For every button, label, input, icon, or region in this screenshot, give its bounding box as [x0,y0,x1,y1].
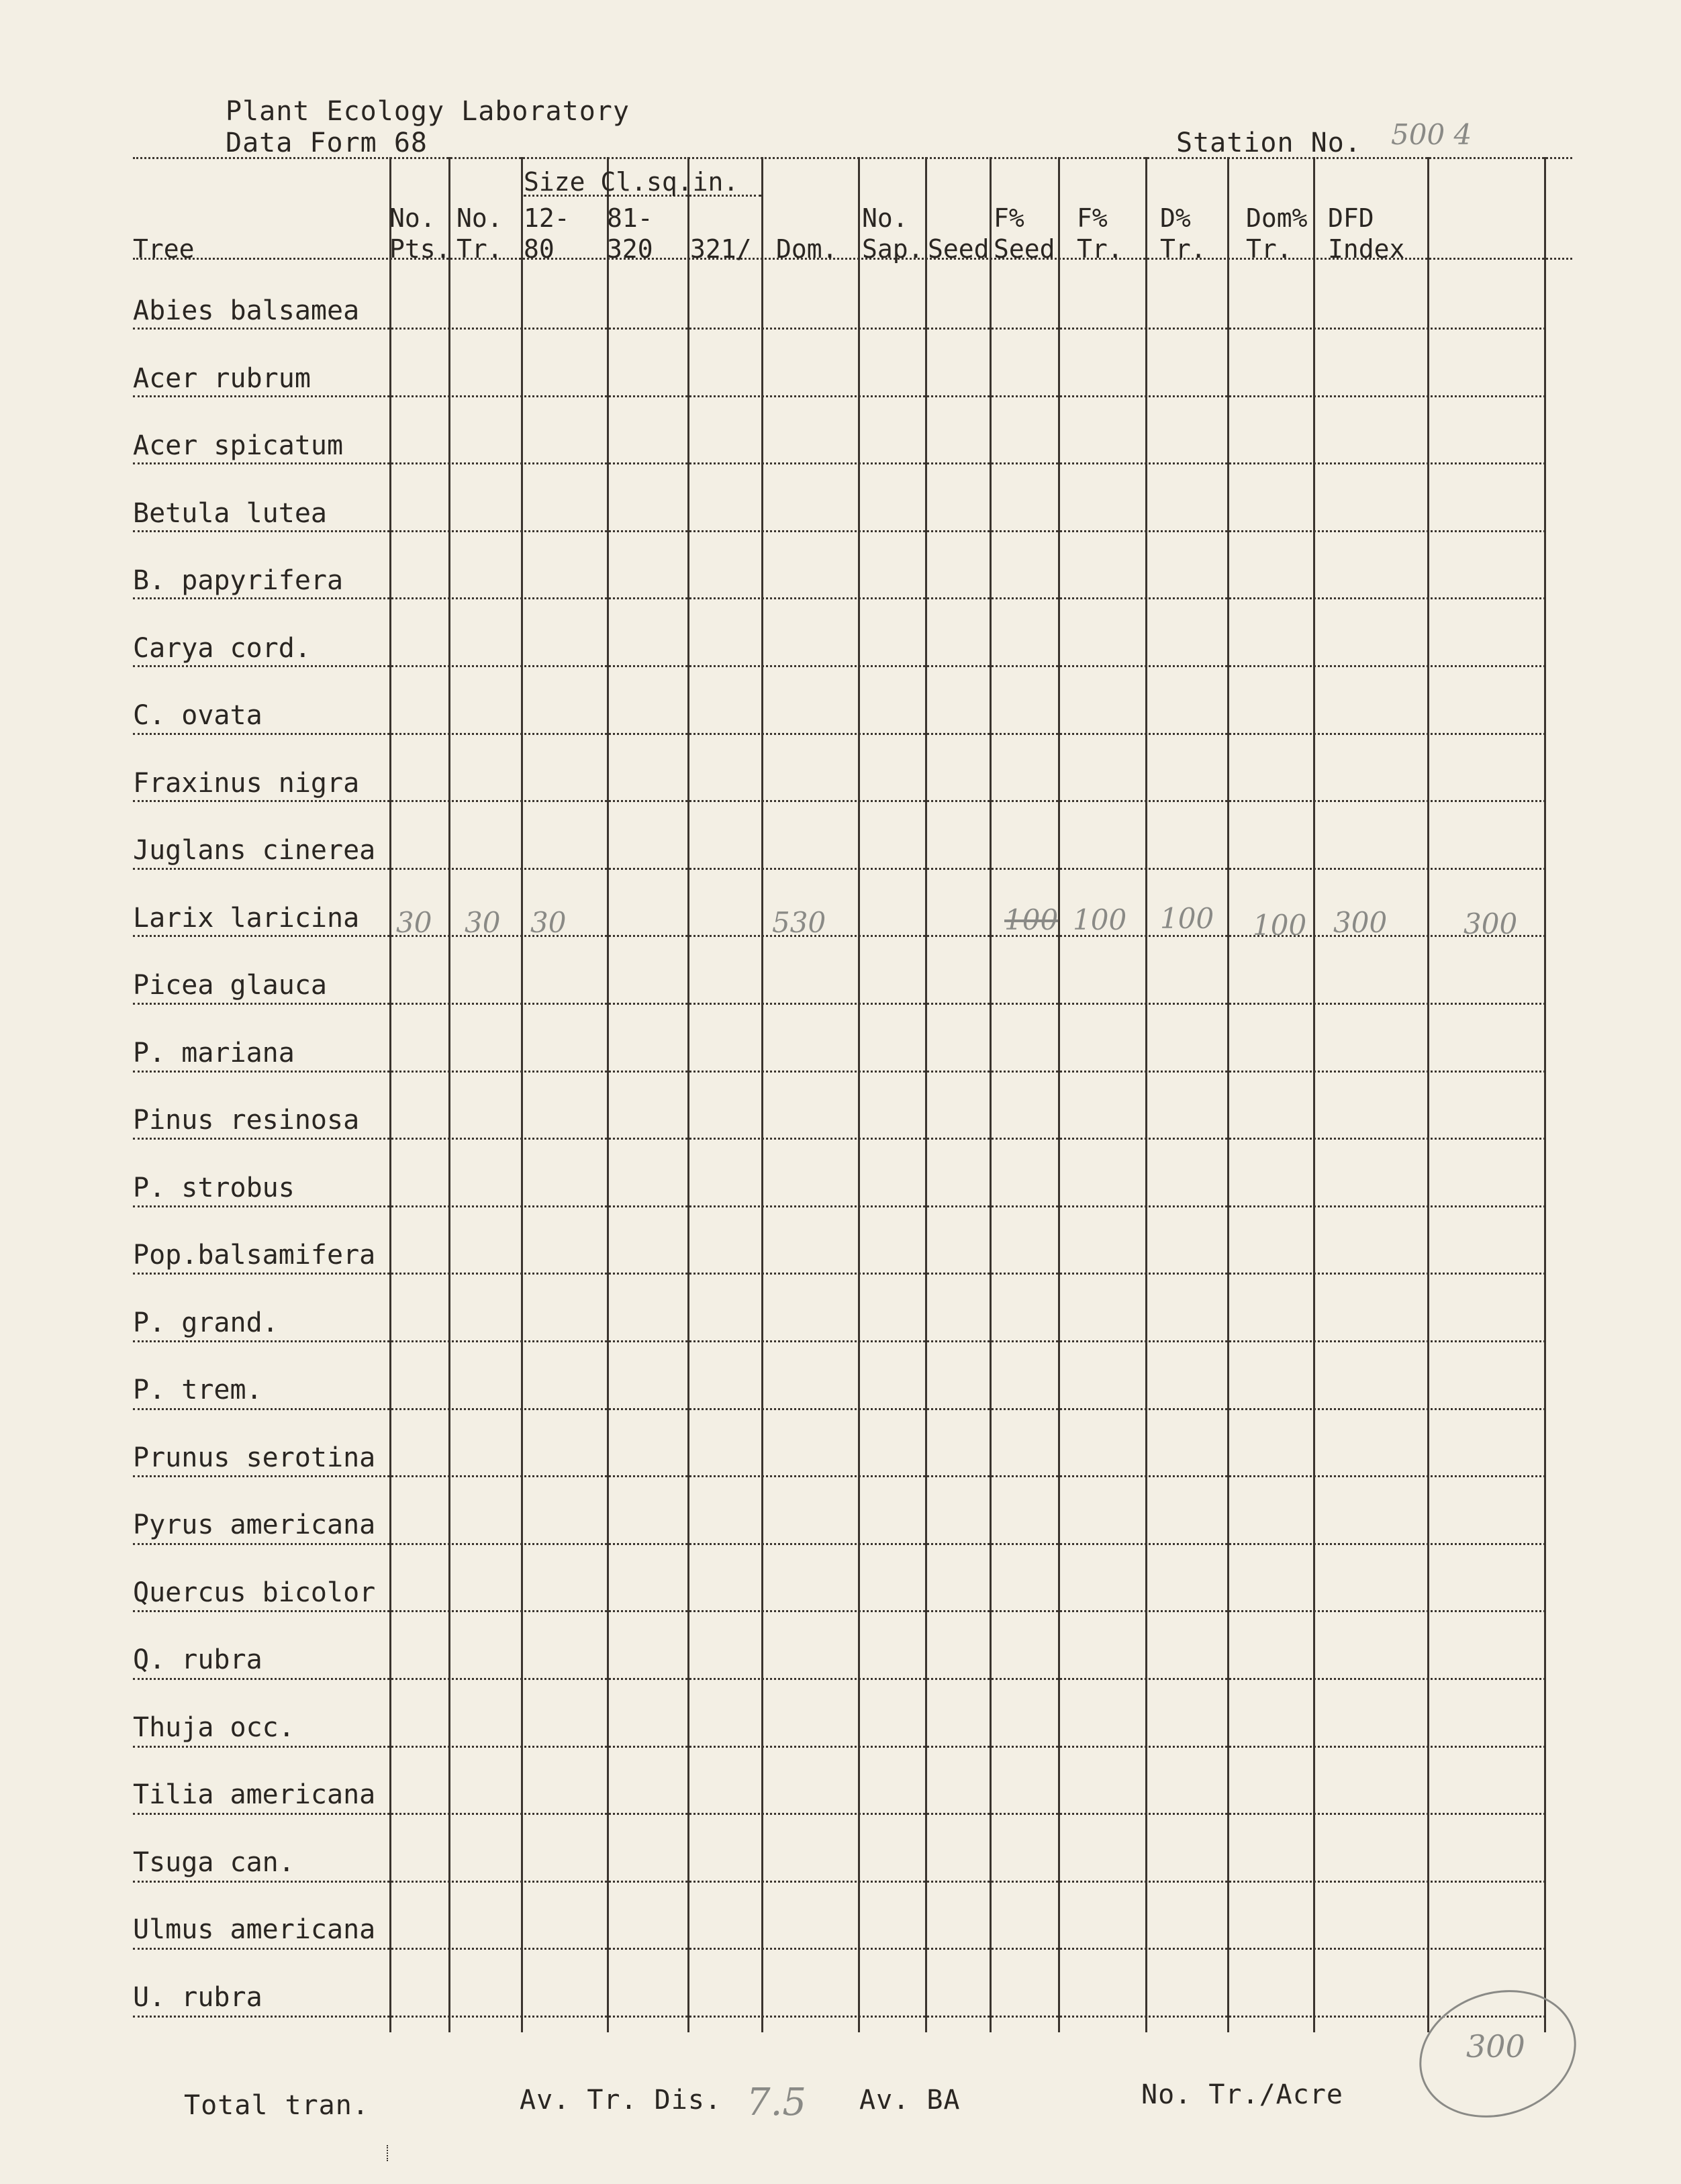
no-tr-acre-label: No. Tr./Acre [1141,2079,1343,2110]
row-rule [133,530,1545,532]
row-rule [133,1678,1545,1680]
row-rule [133,1205,1545,1207]
col-size-a-1: 12- [524,203,570,233]
larix-dfd: 300 [1333,906,1388,939]
species-label: Tilia americana [133,1779,376,1810]
column-rule [858,157,860,2032]
row-rule [133,597,1545,599]
row-rule [133,1408,1545,1410]
species-label: C. ovata [133,700,262,731]
av-tr-dis-value: 7.5 [747,2081,807,2124]
col-no-tr-1: No. [457,203,503,233]
col-f-seed-2: Seed [994,234,1055,264]
col-f-tr-2: Tr. [1077,234,1123,264]
col-f-tr-1: F% [1077,203,1108,233]
col-no-pts-1: No. [389,203,436,233]
species-label: Larix laricina [133,903,360,934]
row-rule [133,1340,1545,1342]
col-size-b-1: 81- [607,203,653,233]
species-label: Abies balsamea [133,295,360,326]
station-value: 500 4 [1391,118,1472,151]
species-label: Juglans cinerea [133,835,376,866]
column-rule [687,157,689,2032]
row-rule [133,1273,1545,1275]
larix-d-tr: 100 [1160,902,1214,935]
column-rule [990,157,992,2032]
row-rule [133,868,1545,870]
larix-f-seed: 100 [1004,903,1059,936]
species-label: Ulmus americana [133,1914,376,1945]
row-rule [133,1475,1545,1477]
larix-size-a: 30 [530,906,567,939]
row-rule [133,800,1545,802]
species-label: P. grand. [133,1307,279,1338]
column-rule [925,157,927,2032]
species-label: Pyrus americana [133,1509,376,1540]
station-label: Station No. [1176,128,1361,158]
av-tr-dis-label: Av. Tr. Dis. [520,2085,722,2116]
species-label: Q. rubra [133,1644,262,1675]
species-label: Betula lutea [133,498,327,529]
larix-no-pts: 30 [396,906,432,939]
col-size-c: 321/ [690,234,752,264]
column-rule [1227,157,1229,2032]
column-rule [1427,258,1429,2032]
col-seed: Seed [928,234,990,264]
species-label: Tsuga can. [133,1847,295,1878]
col-dom-tr-2: Tr. [1246,234,1292,264]
species-label: Quercus bicolor [133,1577,376,1608]
col-dfd-1: DFD [1328,203,1374,233]
col-f-seed-1: F% [994,203,1024,233]
species-label: Pop.balsamifera [133,1240,376,1271]
species-label: P. mariana [133,1038,295,1069]
col-dfd-2: Index [1328,234,1405,264]
species-label: Acer spicatum [133,430,344,461]
col-d-tr-1: D% [1160,203,1191,233]
species-label: Pinus resinosa [133,1105,360,1136]
column-rule [521,157,523,2032]
row-rule [133,328,1545,330]
species-label: Fraxinus nigra [133,768,360,799]
species-label: Prunus serotina [133,1442,376,1473]
row-rule [133,665,1545,667]
larix-extra: 300 [1463,907,1518,940]
species-label: Carya cord. [133,633,311,664]
column-rule [448,157,450,2032]
col-no-pts-2: Pts. [389,234,451,264]
species-label: P. strobus [133,1173,295,1203]
col-d-tr-2: Tr. [1160,234,1206,264]
column-rule [1544,157,1546,2032]
header-top-rule [133,157,1572,159]
row-rule [133,1071,1545,1073]
row-rule [133,1138,1545,1140]
av-ba-label: Av. BA [859,2085,961,2116]
species-label: B. papyrifera [133,565,344,596]
col-size-b-2: 320 [607,234,653,264]
column-rule [761,157,763,2032]
row-rule [133,1813,1545,1815]
column-rule [1145,157,1147,2032]
col-size-a-2: 80 [524,234,555,264]
species-label: U. rubra [133,1982,262,2013]
column-rule [1058,157,1060,2032]
total-tran-label: Total tran. [184,2090,369,2121]
column-rule [607,157,609,2032]
col-no-tr-2: Tr. [457,234,503,264]
col-no-sap-2: Sap. [862,234,924,264]
row-rule [133,1746,1545,1748]
row-rule [133,395,1545,397]
row-rule [133,2016,1545,2018]
row-rule [133,1881,1545,1883]
col-size-label: Size Cl.sq.in. [524,167,739,197]
row-rule [133,1543,1545,1545]
larix-dom: 530 [772,906,826,939]
col-tree: Tree [133,234,195,264]
larix-no-tr: 30 [465,906,501,939]
larix-dom-tr: 100 [1253,909,1307,942]
column-rule [389,157,391,2032]
species-label: Thuja occ. [133,1712,295,1743]
circled-value: 300 [1466,2028,1525,2065]
bottom-tick-mark [387,2145,388,2161]
column-rule [1313,157,1315,2032]
row-rule [133,1610,1545,1612]
species-label: Picea glauca [133,970,327,1001]
row-rule [133,1948,1545,1950]
species-label: Acer rubrum [133,363,311,394]
row-rule [133,733,1545,735]
col-dom-tr-1: Dom% [1246,203,1308,233]
larix-f-tr: 100 [1073,903,1127,936]
col-dom: Dom. [776,234,838,264]
row-rule [133,462,1545,464]
row-rule [133,1003,1545,1005]
org-title: Plant Ecology Laboratory [226,96,630,127]
species-label: P. trem. [133,1375,262,1405]
form-number: Data Form 68 [226,128,428,158]
col-no-sap-1: No. [862,203,908,233]
